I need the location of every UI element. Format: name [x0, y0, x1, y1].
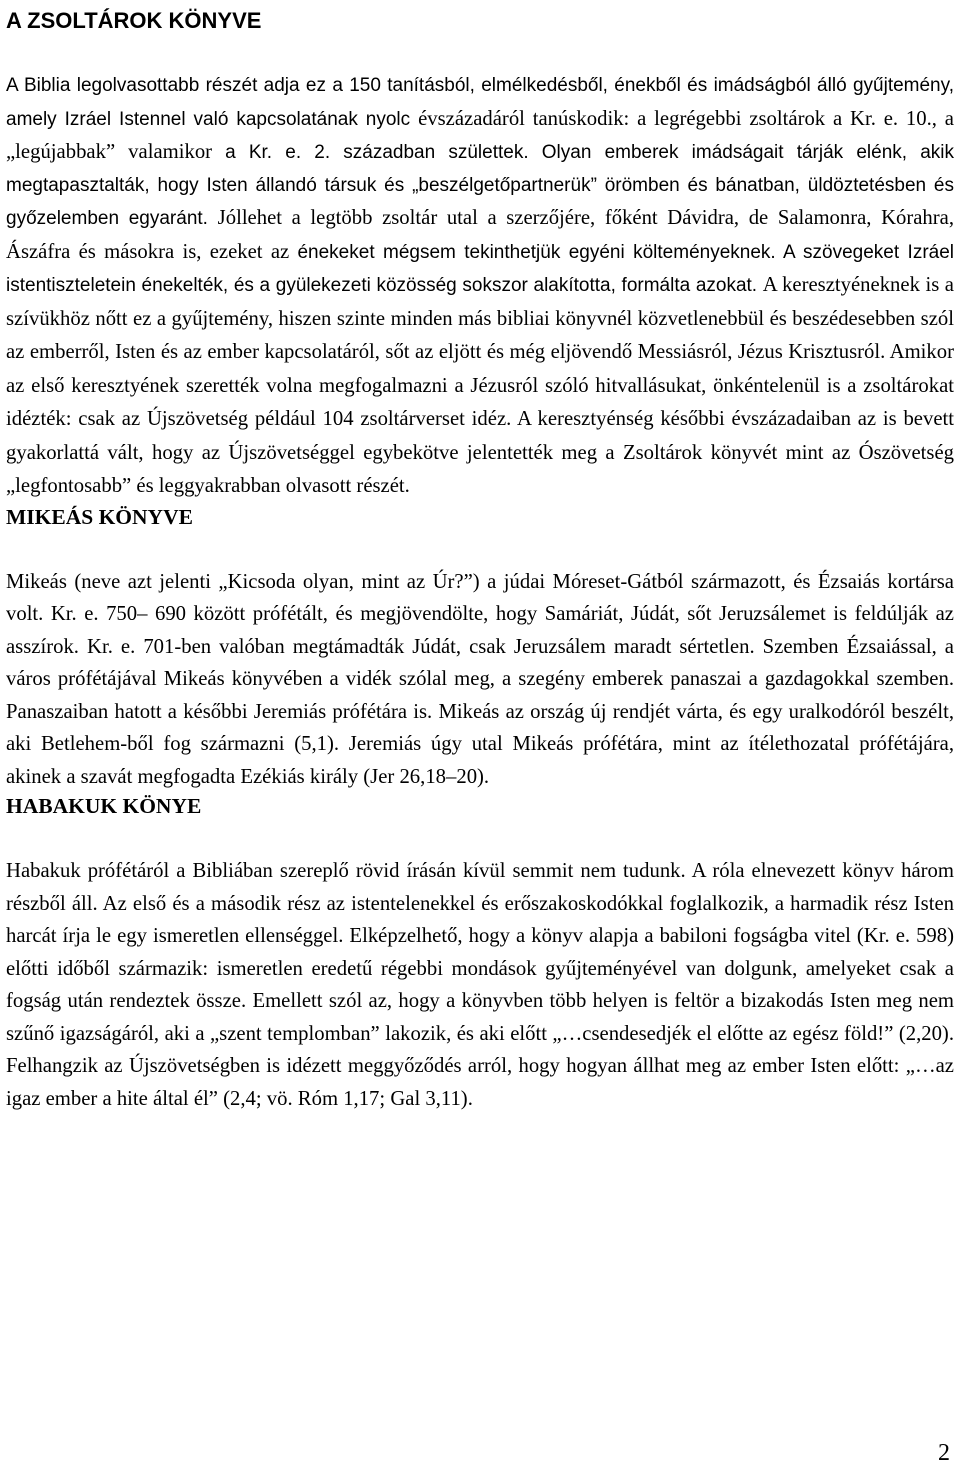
text-run: A keresztyéneknek is a szívükhöz nőtt ez a gyűjtemény, hiszen szinte minden más bibliai könyvnél közvetlenebbül és beszédesebben szól az emberről, Isten és az ember kapcsolatáról, sőt az eljött és még eljövendő Messiásról, Jézus Krisztusról. Amikor az első keresztyének szerették volna megfogalmazni a Jézusról szóló hitvallásukat, önkéntelenül is a zsoltárokat idézték: csak az Újszövetség például 104 zsoltárverset idéz. A keresztyénség későbbi évszázadaiban az is bevett gyakorlattá vált, hogy az Újszövetséggel egybekötve jelentették meg a Zsoltárok könyvét mint az Ószövetség „legfontosabb” és leggyakrabban olvasott részét. — [6, 274, 954, 497]
section-paragraph-mikeas: Mikeás (neve azt jelenti „Kicsoda olyan, mint az Úr?”) a júdai Móreset-Gátból származott, és Ézsaiás kortársa volt. Kr. e. 750– 690 között prófétált, és megjövendölte, hogy Samáriát, Júdát, sőt Jeruzsálemet is feldúlják az asszírok. Kr. e. 701-ben valóban megtámadták Júdát, csak Jeruzsálem maradt sértetlen. Szemben Ézsaiással, a város prófétájával Mikeás könyvében a vidék szólal meg, a szegény emberek panaszai a gazdagokkal szemben. Panaszaiban hatott a későbbi Jeremiás prófétára is. Mikeás az ország új rendjét várta, és egy uralkodóról beszélt, aki Betlehem-ből fog származni (5,1). Jeremiás úgy utal Mikeás prófétára, mint az ítélethozatal prófétájára, akinek a szavát megfogadta Ezékiás király (Jer 26,18–20). — [6, 570, 954, 788]
section-title-habakuk: HABAKUK KÖNYE — [6, 794, 202, 818]
text-run: énekeket mégsem tekinthetjük egyéni költeményeknek. A szövegeket Izráel istentiszteletein énekelték, és a gyülekezeti közösség sokszor alakította, formálta azokat. — [6, 241, 954, 296]
section-title-zsoltarok: A ZSOLTÁROK KÖNYVE — [6, 8, 262, 33]
text-run: évszázadáról tanúskodik: a legrégebbi zsoltárok a Kr. e. 10., a „legújabbak” valamikor — [6, 107, 954, 163]
page-number: 2 — [938, 1440, 950, 1466]
section-title-mikeas: MIKEÁS KÖNYVE — [6, 504, 193, 529]
text-run: a Kr. e. 2. században születtek. Olyan emberek imádságait tárják elénk, akik megtapasztalták, hogy Isten állandó társuk és „beszélgetőpartnerük” örömben és bánatban, üldöztetésben és győzelemben egyaránt. — [6, 142, 954, 229]
text-run: A Biblia legolvasottabb részét adja ez a 150 tanításból, elmélkedésből, énekből és imádságból álló gyűjtemény, amely Izráel Istennel való kapcsolatának nyolc — [6, 75, 954, 130]
section-paragraph-zsoltarok — [6, 70, 954, 504]
text-run: Jóllehet a legtöbb zsoltár utal a szerzőjére, főként Dávidra, de Salamonra, Kórahra, Ászáfra és másokra is, ezeket az — [6, 207, 955, 263]
section-paragraph-habakuk: Habakuk prófétáról a Bibliában szereplő rövid írásán kívül semmit nem tudunk. A róla elnevezett könyv három részből áll. Az első és a második rész az istentelenekkel és erőszakoskodókkal foglalkozik, a harmadik rész Isten harcát írja le egy ismeretlen ellenséggel. Elképzelhető, hogy a könyv alapja a babiloni fogságba vitel (Kr. e. 598) előtti időből származik: ismeretlen eredetű régebbi mondások gyűjteményével van dolgunk, amelyeket csak a fogság után rendeztek össze. Emellett szól az, hogy a könyvben több helyen is feltör a bizakodás Isten meg nem szűnő igazságáról, aki a „szent templomban” lakozik, és aki előtt „…csendesedjék el előtte az egész föld!” (2,20). Felhangzik az Újszövetségben is idézett meggyőződés arról, hogy hogyan állhat meg az ember Isten előtt: „…az igaz ember a hite által él” (2,4; vö. Róm 1,17; Gal 3,11). — [6, 860, 954, 1110]
